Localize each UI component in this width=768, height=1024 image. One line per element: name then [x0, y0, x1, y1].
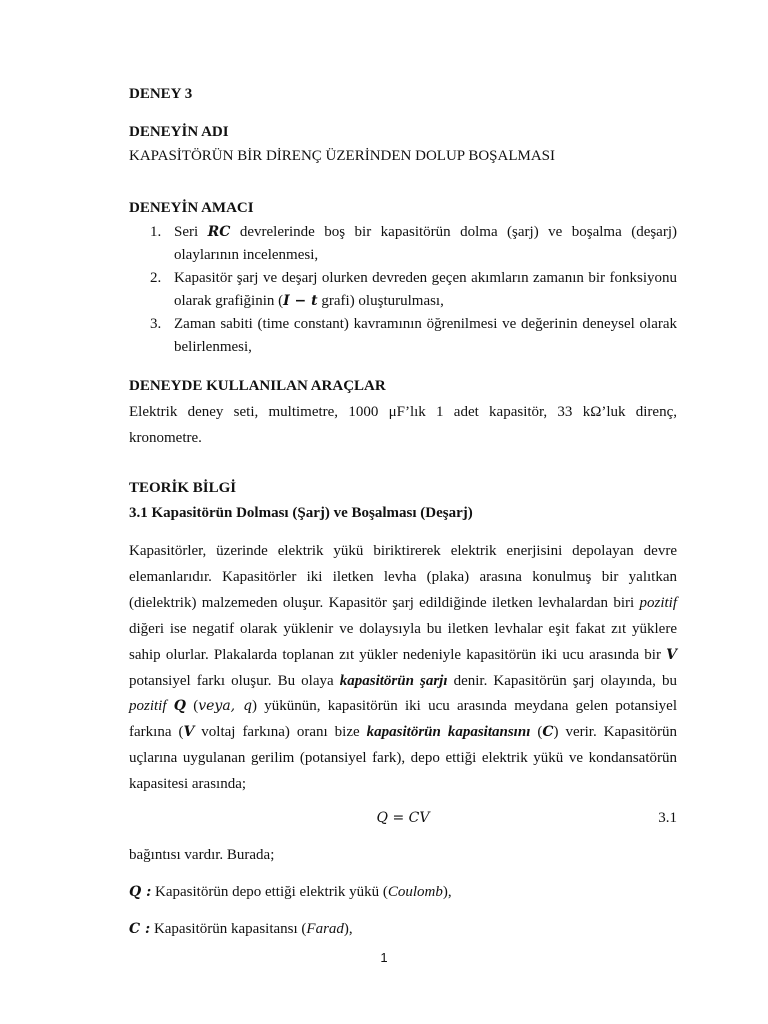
math-v: V	[183, 724, 195, 741]
aim-list	[150, 221, 677, 359]
tools-heading: DENEYDE KULLANILAN ARAÇLAR	[129, 378, 386, 394]
name-heading: DENEYİN ADI	[129, 124, 229, 140]
theory-paragraph: Kapasitörler, üzerinde elektrik yükü biriktirerek elektrik enerjisini depolayan devre elemanlarıdır. Kapasitörler iki iletken levha (plaka) arasına konulmuş bir yalıtkan (dielektrik) malzemeden oluşur. Kapasitör şarj edildiğinde iletken levhalardan biri pozitif diğeri ise negatif olarak yüklenir ve dolaysıyla bu iletken levhalar eşit fakat zıt yüklere sahip olurlar. Plakalarda toplanan zıt yükler nedeniyle kapasitörün iki ucu arasında bir V potansiyel farkı oluşur. Bu olaya kapasitörün şarjı denir. Kapasitörün şarj olayında, bu pozitif Q (veya, q) yükünün, kapasitörün iki ucu arasında meydana gelen potansiyel farkına (V voltaj farkına) oranı bize kapasitörün kapasitansını (C) verir. Kapasitörün uçlarına uygulanan gerilim (potansiyel fark), depo ettiği elektrik yükü ve kondansatörün kapasitesi arasında;	[129, 543, 678, 793]
equation-formula: Q = CV	[376, 810, 430, 826]
page-number: 1	[380, 950, 388, 965]
equation-row	[129, 806, 677, 830]
aim-item: 2. Kapasitör şarj ve deşarj olurken devreden geçen akımların zamanın bir fonksiyonu olarak grafiğinin (I − t grafi) oluşturulması,	[150, 270, 677, 309]
definition-c: C : Kapasitörün kapasitansı (Farad),	[129, 921, 353, 937]
equation-number: 3.1	[658, 810, 677, 826]
after-equation-text: bağıntısı vardır. Burada;	[129, 847, 275, 863]
experiment-number: DENEY 3	[129, 86, 193, 102]
aim-item: 1. Seri RC devrelerinde boş bir kapasitörün dolma (şarj) ve boşalma (deşarj) olaylarının incelenmesi,	[150, 224, 678, 263]
section-heading: 3.1 Kapasitörün Dolması (Şarj) ve Boşalması (Deşarj)	[129, 505, 473, 521]
aim-heading: DENEYİN AMACI	[129, 200, 254, 216]
tools-text: Elektrik deney seti, multimetre, 1000 μF’lık 1 adet kapasitör, 33 kΩ’luk direnç, kronometre.	[129, 404, 677, 446]
math-q: Q	[173, 698, 186, 715]
experiment-name: KAPASİTÖRÜN BİR DİRENÇ ÜZERİNDEN DOLUP BOŞALMASI	[129, 148, 555, 164]
math-i-t: I − t	[283, 293, 318, 309]
aim-item: 3. Zaman sabiti (time constant) kavramının öğrenilmesi ve değerinin deneysel olarak belirlenmesi,	[150, 316, 677, 355]
math-v: V	[666, 646, 677, 663]
math-rc: RC	[207, 224, 231, 240]
term-kapasitor-sarji: kapasitörün şarjı	[339, 672, 448, 689]
term-kapasitans: kapasitörün kapasitansını	[366, 724, 531, 741]
theory-heading: TEORİK BİLGİ	[129, 480, 237, 496]
math-veya-q: veya, q	[198, 698, 253, 715]
math-c: C	[542, 724, 554, 741]
definition-q: Q : Kapasitörün depo ettiği elektrik yükü (Coulomb),	[129, 884, 452, 900]
